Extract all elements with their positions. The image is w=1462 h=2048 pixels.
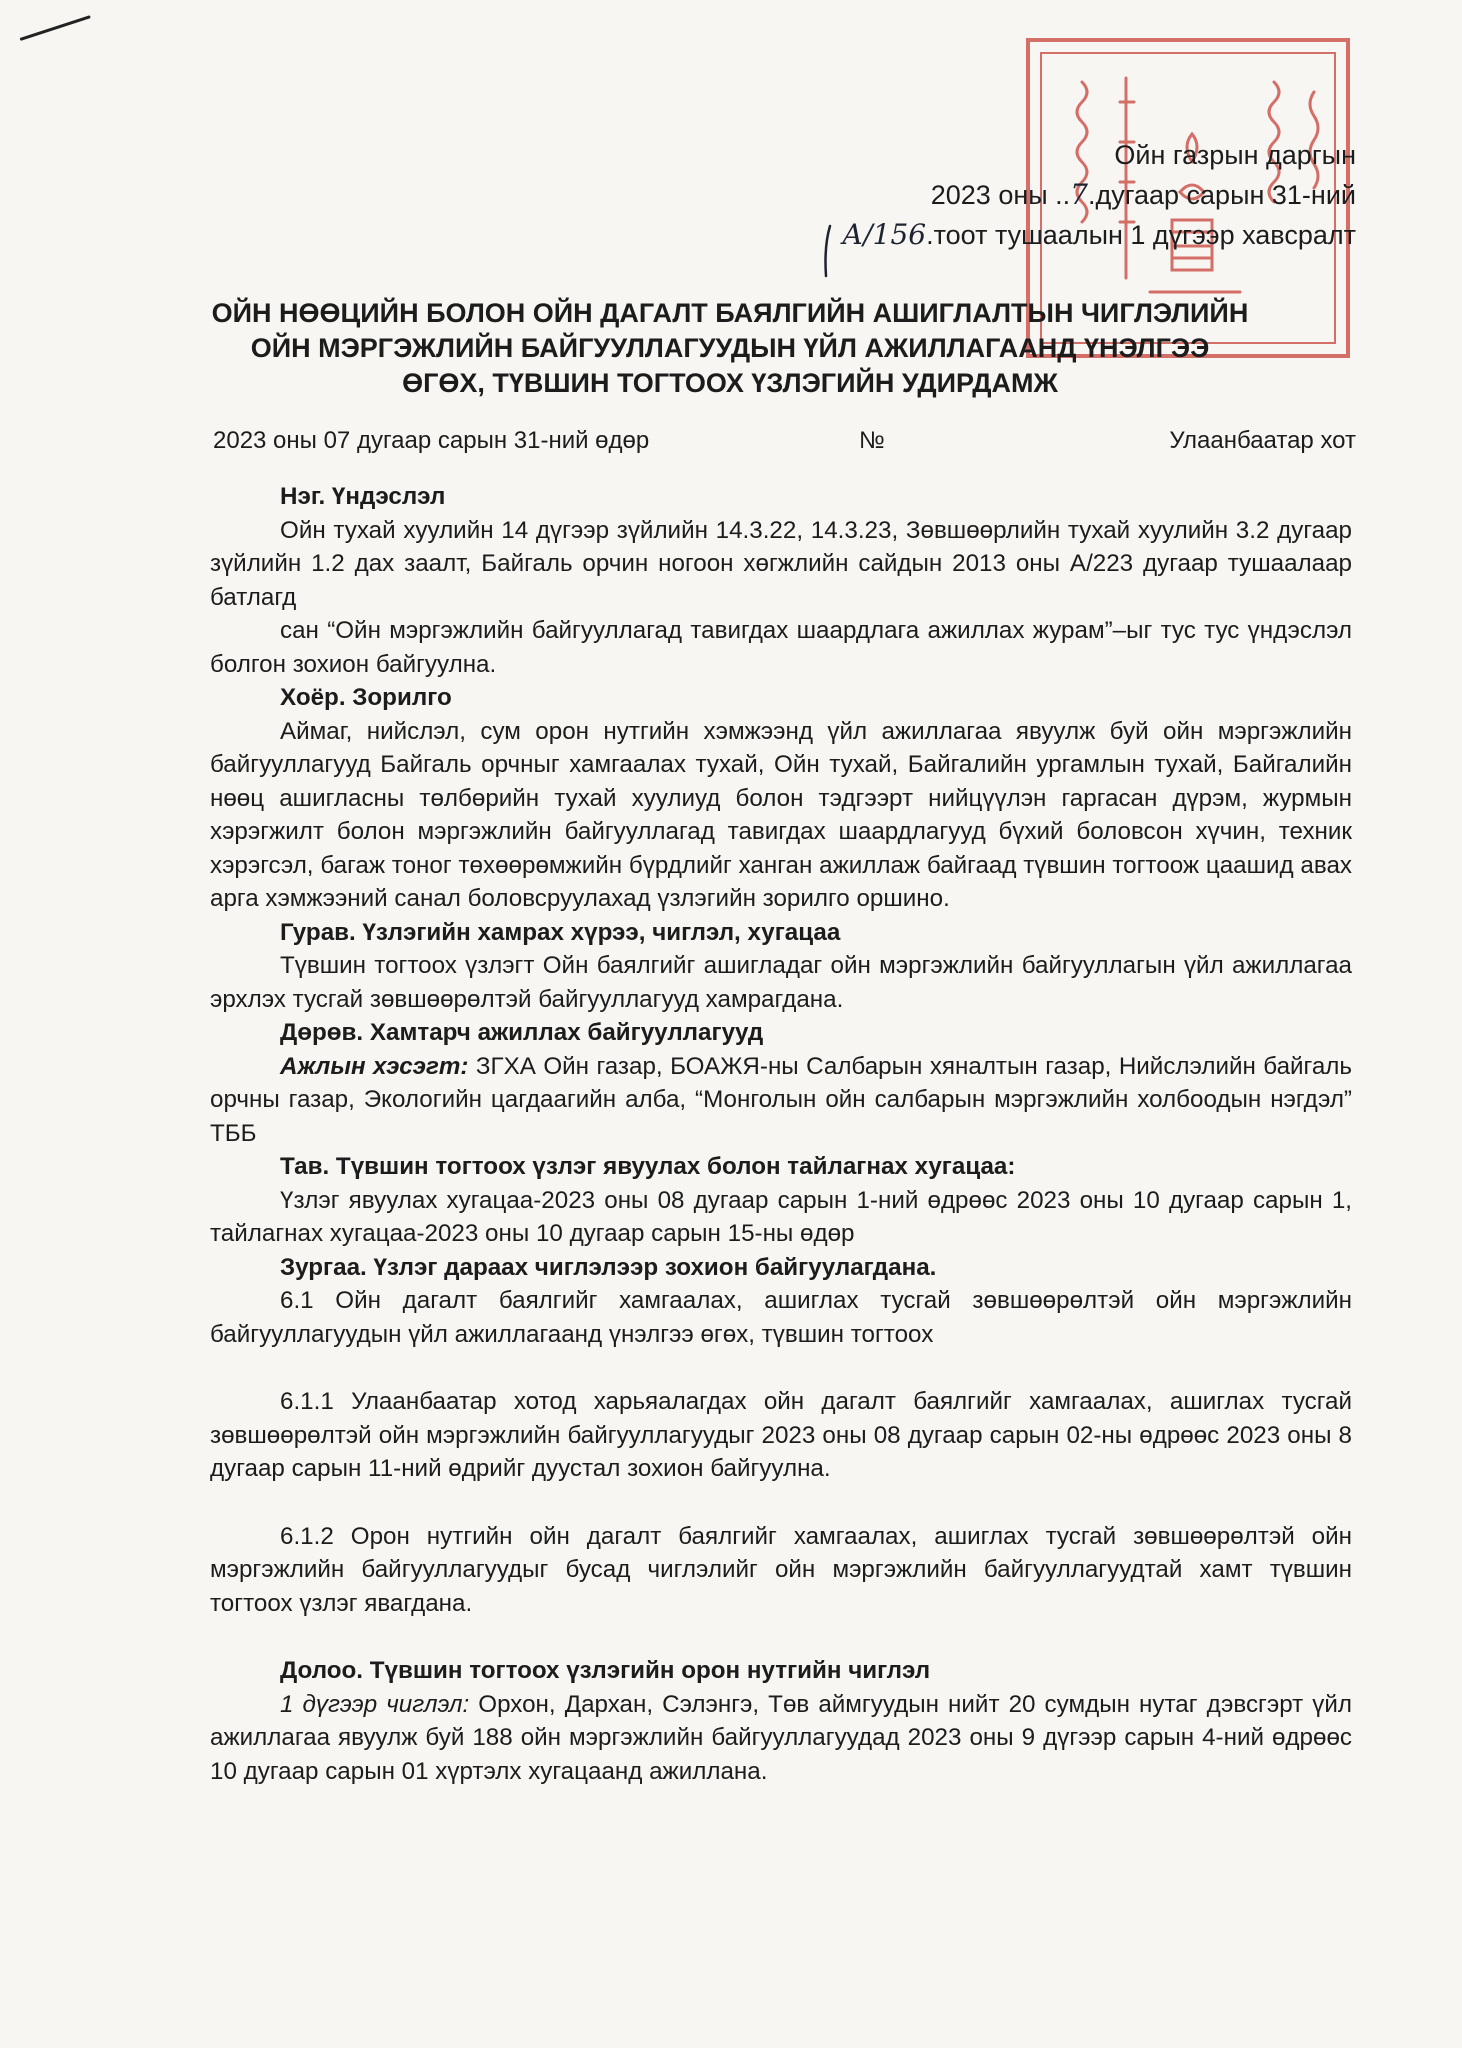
section-4-heading: Дөрөв. Хамтарч ажиллах байгууллагууд xyxy=(280,1019,764,1046)
section-3-heading: Гурав. Үзлэгийн хамрах хүрээ, чиглэл, хугацаа xyxy=(280,918,841,946)
working-group-label: Ажлын хэсэгт: xyxy=(280,1052,469,1080)
section-1-paragraph-2: сан “Ойн мэргэжлийн байгууллагад тавигдах шаардлага ажиллах журам”–ыг тус тус үндэслэл болгон зохион байгуулна. xyxy=(210,617,1352,678)
header-date-suffix: .дугаар сарын 31-ний xyxy=(1087,180,1356,210)
section-1-paragraph-1: Ойн тухай хуулийн 14 дүгээр зүйлийн 14.3.22, 14.3.23, Зөвшөөрлийн тухай хуулийн 3.2 дугаар зүйлийн 1.2 дах заалт, Байгаль орчин ногоон хөгжлийн сайдын 2013 оны А/223 дугаар тушаалаар батлагд xyxy=(210,516,1352,611)
signature-stroke xyxy=(800,212,910,282)
header-line-2 xyxy=(931,178,1356,212)
document-number: № xyxy=(859,427,885,454)
working-group-text: ЗГХА Ойн газар, БОАЖЯ-ны Салбарын хяналтын газар, Нийслэлийн байгаль орчны газар, Экологийн цагдаагийн алба, “Монголын ойн салбарын мэргэжлийн холбоодын нэгдэл” ТББ xyxy=(210,1052,1352,1147)
item-6-1-2: 6.1.2 Орон нутгийн ойн дагалт баялгийг хамгаалах, ашиглах тусгай зөвшөөрөлтэй ойн мэргэжлийн байгууллагуудыг бусад чиглэлийг ойн мэргэжлийн байгууллагуудтай хамт түвшин тогтоох үзлэг явагдана. xyxy=(210,1522,1352,1617)
title-line-2: ОЙН МЭРГЭЖЛИЙН БАЙГУУЛЛАГУУДЫН ҮЙЛ АЖИЛЛАГААНД ҮНЭЛГЭЭ xyxy=(250,333,1210,363)
direction-1-text: Орхон, Дархан, Сэлэнгэ, Төв аймгуудын нийт 20 сумдын нутаг дэвсгэрт үйл ажиллагаа явуулж буй 188 ойн мэргэжлийн байгууллагуудад 2023 оны 9 дүгээр сарын 4-ний өдрөөс 10 дугаар сарын 01 хүртэлх хугацаанд ажиллана. xyxy=(210,1690,1352,1785)
title-line-3: ӨГӨХ, ТҮВШИН ТОГТООХ ҮЗЛЭГИЙН УДИРДАМЖ xyxy=(402,368,1058,398)
direction-1-paragraph xyxy=(210,1688,1352,1789)
direction-1-label: 1 дүгээр чиглэл: xyxy=(280,1690,470,1718)
header-line-1: Ойн газрын даргын xyxy=(1114,140,1356,170)
item-6-1: 6.1 Ойн дагалт баялгийг хамгаалах, ашиглах тусгай зөвшөөрөлтэй ойн мэргэжлийн байгууллагуудын үйл ажиллагаанд үнэлгээ өгөх, түвшин тогтоох xyxy=(210,1287,1352,1348)
section-2-heading: Хоёр. Зорилго xyxy=(280,684,452,711)
header-date-prefix: 2023 оны .. xyxy=(930,180,1071,210)
document-title xyxy=(150,296,1310,401)
section-7-heading: Долоо. Түвшин тогтоох үзлэгийн орон нутгийн чиглэл xyxy=(280,1657,931,1684)
section-2-paragraph: Аймаг, нийслэл, сум орон нутгийн хэмжээнд үйл ажиллагаа явуулж буй ойн мэргэжлийн байгууллагууд Байгаль орчныг хамгаалах тухай, Ойн тухай, Байгалийн ургамлын тухай, Байгалийн нөөц ашигласны төлбөрийн тухай хуулиуд болон тэдгээрт нийцүүлэн гаргасан дүрэм, журмын хэрэгжилт болон мэргэжлийн байгууллагад тавигдах шаардлагууд бүхий боловсон хүчин, техник хэрэгсэл, багаж тоног төхөөрөмжийн бүрдлийг ханган ажиллаж байгаад түвшин тогтоож цаашид авах арга хэмжээний санал боловсруулахад үзлэгийн зорилго оршино. xyxy=(210,717,1352,912)
section-3-paragraph: Түвшин тогтоох үзлэгт Ойн баялгийг ашигладаг ойн мэргэжлийн байгууллагын үйл ажиллагаа эрхлэх тусгай зөвшөөрөлтэй байгууллагууд хамрагдана. xyxy=(210,952,1352,1013)
item-6-1-1: 6.1.1 Улаанбаатар хотод харьяалагдах ойн дагалт баялгийг хамгаалах, ашиглах тусгай зөвшөөрөлтэй ойн мэргэжлийн байгууллагуудыг 2023 оны 08 дугаар сарын 02-ны өдрөөс 2023 оны 8 дугаар сарын 11-ний өдрийг дуустал зохион байгуулна. xyxy=(210,1388,1352,1482)
document-date: 2023 оны 07 дугаар сарын 31-ний өдөр xyxy=(213,427,650,454)
document-body xyxy=(210,480,1352,1788)
document-city: Улаанбаатар хот xyxy=(1169,427,1356,454)
section-6-heading: Зургаа. Үзлэг дараах чиглэлээр зохион байгуулагдана. xyxy=(280,1253,937,1281)
section-5-heading: Тав. Түвшин тогтоох үзлэг явуулах болон тайлагнах хугацаа: xyxy=(280,1153,1016,1180)
pen-mark xyxy=(20,15,91,41)
header-annex-text: .тоот тушаалын 1 дүгээр хавсралт xyxy=(926,220,1356,250)
section-4-paragraph xyxy=(210,1050,1352,1151)
section-1-heading: Нэг. Үндэслэл xyxy=(280,483,446,510)
handwritten-order-number: А/156 xyxy=(842,218,927,251)
header-line-3 xyxy=(842,218,1356,252)
title-line-1: ОЙН НӨӨЦИЙН БОЛОН ОЙН ДАГАЛТ БАЯЛГИЙН АШИГЛАЛТЫН ЧИГЛЭЛИЙН xyxy=(211,298,1249,328)
section-5-paragraph: Үзлэг явуулах хугацаа-2023 оны 08 дугаар сарын 1-ний өдрөөс 2023 оны 10 дугаар сарын 1, тайлагнах хугацаа-2023 оны 10 дугаар сарын 15-ны өдөр xyxy=(210,1186,1352,1247)
handwritten-month: 7 xyxy=(1070,178,1088,211)
